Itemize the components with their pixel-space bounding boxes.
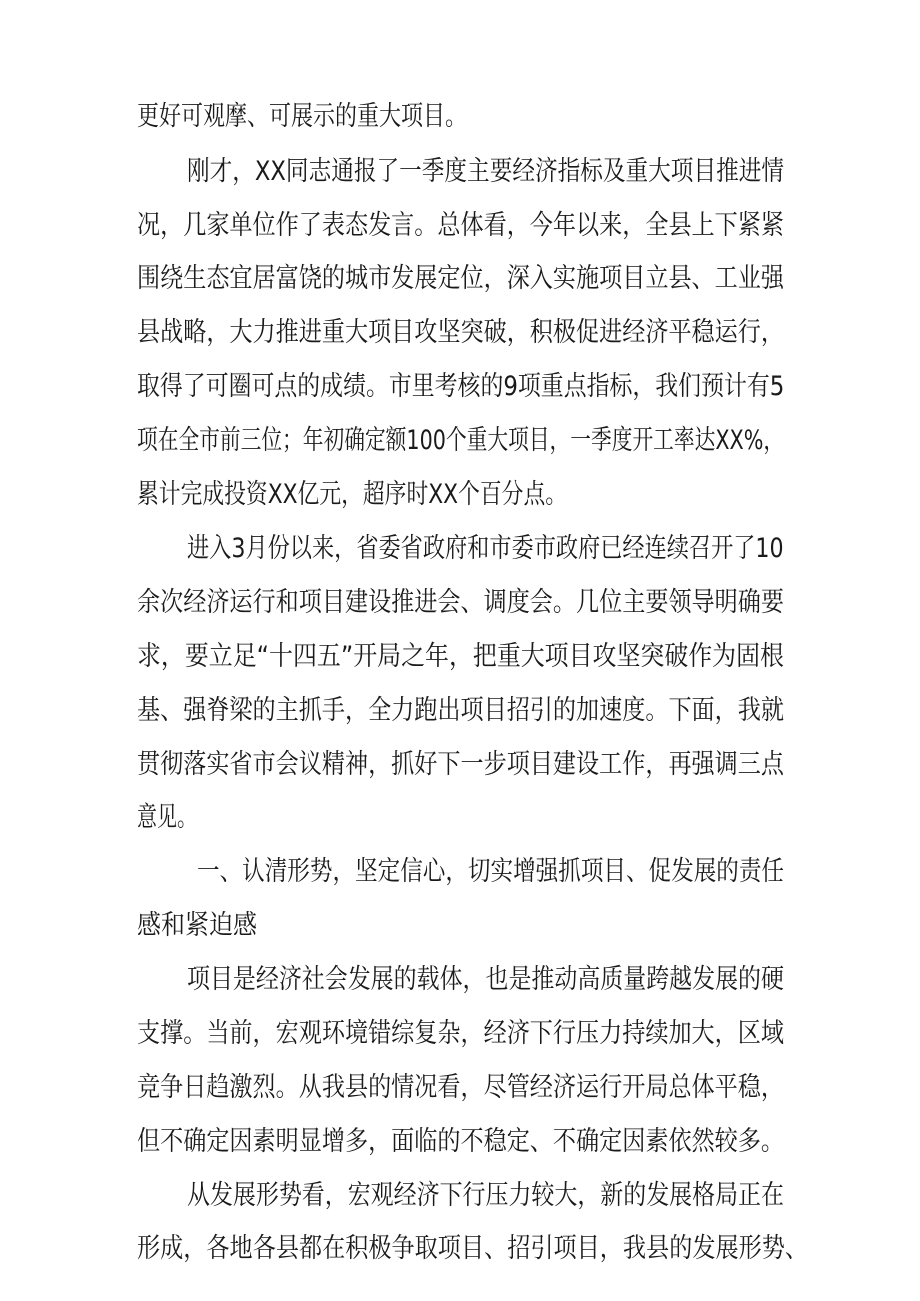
- text-line: 更好可观摩、可展示的重大项目。: [137, 101, 467, 132]
- text-line: 项目是经济社会发展的载体，也是推动高质量跨越发展的硬: [187, 964, 784, 995]
- text-line: 求，要立足“十四五”开局之年，把重大项目攻坚突破作为固根: [137, 641, 784, 672]
- text-line: 形成，各地各县都在积极争取项目、招引项目，我县的发展形势、: [137, 1233, 809, 1264]
- text-line: 但不确定因素明显增多，面临的不稳定、不确定因素依然较多。: [137, 1126, 784, 1157]
- text-line: 支撑。当前，宏观环境错综复杂，经济下行压力持续加大，区域: [137, 1018, 784, 1049]
- text-line: 进入3月份以来，省委省政府和市委市政府已经连续召开了10: [187, 533, 784, 564]
- text-line: 县战略，大力推进重大项目攻坚突破，积极促进经济平稳运行，: [137, 317, 784, 348]
- text-line: 取得了可圈可点的成绩。市里考核的9项重点指标，我们预计有5: [137, 371, 785, 402]
- text-line: 刚才，XX同志通报了一季度主要经济指标及重大项目推进情: [187, 156, 785, 187]
- text-line: 项在全市前三位；年初确定额100个重大项目，一季度开工率达XX%，: [137, 425, 785, 456]
- text-line: 累计完成投资XX亿元，超序时XX个百分点。: [137, 479, 568, 510]
- text-line: 意见。: [137, 802, 197, 833]
- text-line: 从发展形势看，宏观经济下行压力较大，新的发展格局正在: [187, 1180, 784, 1211]
- section-heading: 一、认清形势，坚定信心，切实增强抓项目、促发展的责任: [197, 856, 785, 887]
- text-line: 余次经济运行和项目建设推进会、调度会。几位主要领导明确要: [137, 587, 784, 618]
- text-line: 围绕生态宜居富饶的城市发展定位，深入实施项目立县、工业强: [137, 263, 784, 294]
- text-line: 况，几家单位作了表态发言。总体看，今年以来，全县上下紧紧: [137, 210, 784, 241]
- text-line: 基、强脊梁的主抓手，全力跑出项目招引的加速度。下面，我就: [137, 695, 784, 726]
- text-line: 贯彻落实省市会议精神，抓好下一步项目建设工作，再强调三点: [137, 749, 784, 780]
- section-heading: 感和紧迫感: [137, 910, 258, 941]
- text-line: 竞争日趋激烈。从我县的情况看，尽管经济运行开局总体平稳，: [137, 1072, 784, 1103]
